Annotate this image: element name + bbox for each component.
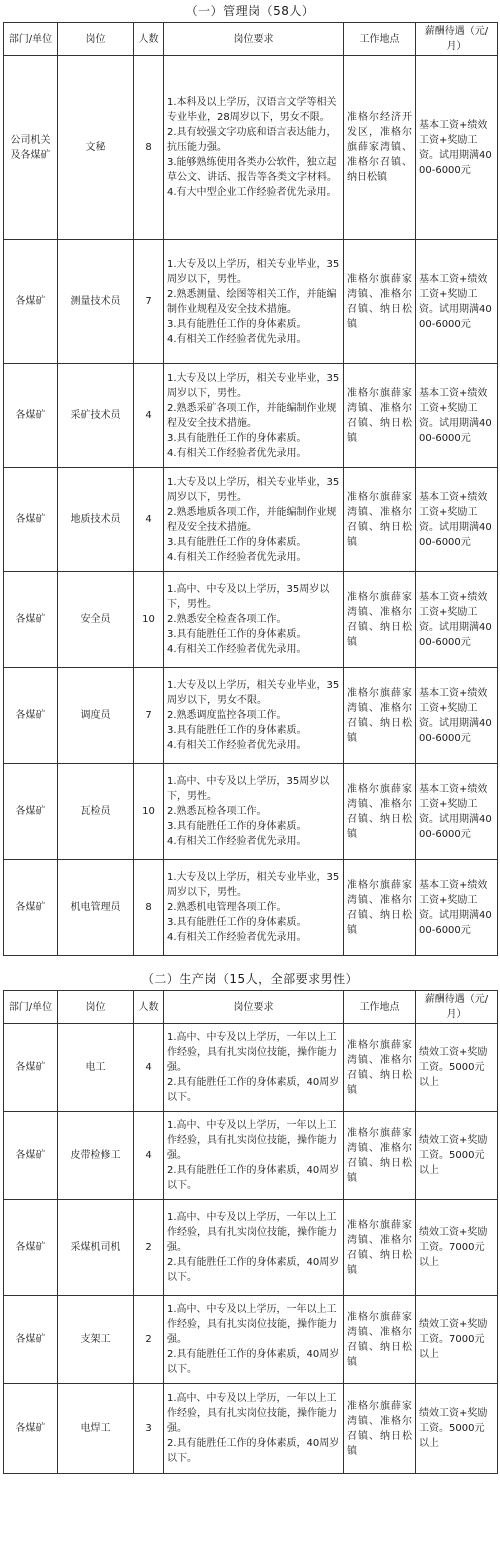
- requirement-line: 4.有相关工作经验者优先录用。: [167, 551, 307, 563]
- requirement-line: 1.大专及以上学历，相关专业毕业，35周岁以下，男性。: [167, 476, 340, 503]
- table-row: [4, 764, 498, 860]
- cell-salary: 基本工资+绩效工资+奖励工资。试用期满4000-6000元: [416, 364, 498, 468]
- requirement-line: 1.高中、中专及以上学历，一年以上工作经验，具有扎实岗位技能，操作能力强。: [167, 1032, 337, 1073]
- cell-requirements: [164, 1024, 344, 1112]
- cell-location: 准格尔旗薛家湾镇、准格尔召镇、纳日松镇: [344, 1384, 416, 1474]
- requirement-line: 4.有相关工作经验者优先录用。: [167, 333, 307, 345]
- requirement-line: 2.熟悉采矿各项工作，并能编制作业规程及安全技术措施。: [167, 402, 337, 429]
- cell-location: 准格尔旗薛家湾镇、准格尔召镇、纳日松镇: [344, 860, 416, 956]
- cell-count: 10: [134, 764, 164, 860]
- cell-salary: 基本工资+绩效工资+奖励工资。试用期满4000-6000元: [416, 860, 498, 956]
- requirement-line: 2.具有能胜任工作的身体素质，40周岁以下。: [167, 1257, 340, 1283]
- cell-dept: 各煤矿: [4, 668, 58, 764]
- requirement-line: 2.具有较强文字功底和语言表达能力，抗压能力强。: [167, 127, 337, 153]
- requirement-line: 2.熟悉瓦检各项工作。: [167, 806, 267, 817]
- cell-dept: 各煤矿: [4, 572, 58, 668]
- requirement-line: 4.有相关工作经验者优先录用。: [167, 932, 307, 943]
- cell-count: 4: [134, 364, 164, 468]
- header-salary: 薪酬待遇（元/月）: [416, 23, 498, 56]
- requirement-line: 2.熟悉机电管理各项工作。: [167, 902, 287, 913]
- requirement-line: 4.有相关工作经验者优先录用。: [167, 447, 307, 459]
- table-row: [4, 1024, 498, 1112]
- cell-location: 准格尔旗薛家湾镇、准格尔召镇、纳日松镇: [344, 764, 416, 860]
- cell-position: 采矿技术员: [58, 364, 134, 468]
- cell-position: 调度员: [58, 668, 134, 764]
- cell-location: 准格尔旗薛家湾镇、准格尔召镇、纳日松镇: [344, 1024, 416, 1112]
- table-header-row: [4, 23, 498, 56]
- cell-position: 支架工: [58, 1296, 134, 1384]
- requirement-line: 1.本科及以上学历，汉语言文学等相关专业毕业，28周岁以下，男女不限。: [167, 97, 337, 123]
- header-position: 岗位: [58, 23, 134, 56]
- production-rows: [4, 1024, 498, 1474]
- cell-requirements: [164, 1296, 344, 1384]
- cell-position: 文秘: [58, 56, 134, 240]
- cell-location: 准格尔旗薛家湾镇、准格尔召镇、纳日松镇: [344, 1200, 416, 1296]
- cell-requirements: [164, 668, 344, 764]
- table-row: [4, 56, 498, 240]
- cell-salary: 基本工资+绩效工资+奖励工资。试用期满4000-6000元: [416, 572, 498, 668]
- cell-count: 2: [134, 1296, 164, 1384]
- cell-requirements: [164, 1200, 344, 1296]
- cell-dept: 各煤矿: [4, 240, 58, 364]
- cell-dept: 各煤矿: [4, 860, 58, 956]
- cell-requirements: [164, 572, 344, 668]
- requirement-line: 4.有相关工作经验者优先录用。: [167, 644, 307, 655]
- header-dept: 部门/单位: [4, 23, 58, 56]
- header-position: 岗位: [58, 991, 134, 1024]
- requirement-line: 1.高中、中专及以上学历，一年以上工作经验，具有扎实岗位技能，操作能力强。: [167, 1212, 337, 1253]
- requirement-line: 4.有大中型企业工作经验者优先录用。: [167, 187, 337, 198]
- cell-salary: 绩效工资+奖励工资。7000元以上: [416, 1296, 498, 1384]
- cell-location: 准格尔旗薛家湾镇、准格尔召镇、纳日松镇: [344, 1296, 416, 1384]
- cell-count: 8: [134, 860, 164, 956]
- cell-salary: 绩效工资+奖励工资。5000元以上: [416, 1384, 498, 1474]
- cell-dept: 各煤矿: [4, 364, 58, 468]
- cell-location: 准格尔经济开发区，准格尔旗薛家湾镇、准格尔召镇、纳日松镇: [344, 56, 416, 240]
- cell-count: 4: [134, 1112, 164, 1200]
- management-rows: [4, 56, 498, 956]
- cell-requirements: [164, 56, 344, 240]
- header-requirements: 岗位要求: [164, 991, 344, 1024]
- header-salary: 薪酬待遇（元/月）: [416, 991, 498, 1024]
- requirement-line: 1.大专及以上学历，相关专业毕业，35周岁以下，男性。: [167, 372, 340, 399]
- section-title-management: （一）管理岗（58人）: [185, 4, 315, 18]
- requirement-line: 2.熟悉安全检查各项工作。: [167, 614, 287, 625]
- cell-salary: 基本工资+绩效工资+奖励工资。试用期满4000-6000元: [416, 56, 498, 240]
- requirement-line: 1.大专及以上学历，相关专业毕业，35周岁以下，男性。: [167, 872, 340, 898]
- cell-count: 8: [134, 56, 164, 240]
- cell-position: 电焊工: [58, 1384, 134, 1474]
- requirement-line: 3.具有能胜任工作的身体素质。: [167, 821, 307, 832]
- cell-location: 准格尔旗薛家湾镇、准格尔召镇、纳日松镇: [344, 468, 416, 572]
- cell-position: 地质技术员: [58, 468, 134, 572]
- cell-position: 安全员: [58, 572, 134, 668]
- requirement-line: 3.具有能胜任工作的身体素质。: [167, 917, 307, 928]
- production-positions-table: [3, 990, 498, 1474]
- cell-salary: 绩效工资+奖励工资。7000元以上: [416, 1200, 498, 1296]
- cell-dept: 各煤矿: [4, 1112, 58, 1200]
- requirement-line: 3.具有能胜任工作的身体素质。: [167, 536, 307, 548]
- cell-dept: 各煤矿: [4, 764, 58, 860]
- cell-location: 准格尔旗薛家湾镇、准格尔召镇、纳日松镇: [344, 240, 416, 364]
- cell-requirements: [164, 468, 344, 572]
- cell-requirements: [164, 1384, 344, 1474]
- header-requirements: 岗位要求: [164, 23, 344, 56]
- requirement-line: 3.具有能胜任工作的身体素质。: [167, 629, 307, 640]
- cell-dept: 公司机关及各煤矿: [4, 56, 58, 240]
- cell-dept: 各煤矿: [4, 1200, 58, 1296]
- management-positions-table: [3, 22, 498, 956]
- cell-dept: 各煤矿: [4, 1384, 58, 1474]
- cell-requirements: [164, 364, 344, 468]
- cell-position: 电工: [58, 1024, 134, 1112]
- table-row: [4, 668, 498, 764]
- table-row: [4, 1296, 498, 1384]
- cell-salary: 基本工资+绩效工资+奖励工资。试用期满4000-6000元: [416, 240, 498, 364]
- requirement-line: 3.具有能胜任工作的身体素质。: [167, 318, 307, 330]
- table-header-row: [4, 991, 498, 1024]
- requirement-line: 2.具有能胜任工作的身体素质，40周岁以下。: [167, 1438, 340, 1464]
- requirement-line: 1.高中、中专及以上学历，一年以上工作经验，具有扎实岗位技能，操作能力强。: [167, 1304, 337, 1345]
- table-row: [4, 860, 498, 956]
- requirement-line: 3.具有能胜任工作的身体素质。: [167, 432, 307, 444]
- header-count: 人数: [134, 23, 164, 56]
- cell-location: 准格尔旗薛家湾镇、准格尔召镇、纳日松镇: [344, 572, 416, 668]
- cell-count: 7: [134, 668, 164, 764]
- cell-count: 2: [134, 1200, 164, 1296]
- table-row: [4, 1112, 498, 1200]
- section-gap: [0, 956, 500, 968]
- requirement-line: 1.高中、中专及以上学历，35周岁以下，男性。: [167, 584, 330, 610]
- cell-requirements: [164, 764, 344, 860]
- cell-count: 3: [134, 1384, 164, 1474]
- requirement-line: 1.大专及以上学历，相关专业毕业，35周岁以下，男女不限。: [167, 680, 340, 706]
- cell-location: 准格尔旗薛家湾镇、准格尔召镇、纳日松镇: [344, 364, 416, 468]
- requirement-line: 2.熟悉测量、绘图等相关工作，并能编制作业规程及安全技术措施。: [167, 288, 337, 315]
- cell-dept: 各煤矿: [4, 468, 58, 572]
- header-dept: 部门/单位: [4, 991, 58, 1024]
- requirement-line: 4.有相关工作经验者优先录用。: [167, 740, 307, 751]
- requirement-line: 3.具有能胜任工作的身体素质。: [167, 725, 307, 736]
- cell-position: 测量技术员: [58, 240, 134, 364]
- cell-position: 瓦检员: [58, 764, 134, 860]
- requirement-line: 1.高中、中专及以上学历，一年以上工作经验，具有扎实岗位技能，操作能力强。: [167, 1120, 337, 1161]
- cell-count: 4: [134, 468, 164, 572]
- header-location: 工作地点: [344, 991, 416, 1024]
- table-row: [4, 240, 498, 364]
- cell-position: 皮带检修工: [58, 1112, 134, 1200]
- requirement-line: 2.具有能胜任工作的身体素质，40周岁以下。: [167, 1165, 340, 1191]
- cell-position: 采煤机司机: [58, 1200, 134, 1296]
- cell-salary: 基本工资+绩效工资+奖励工资。试用期满4000-6000元: [416, 468, 498, 572]
- cell-count: 10: [134, 572, 164, 668]
- section-title-production: （二）生产岗（15人，全部要求男性）: [141, 972, 359, 986]
- requirement-line: 2.熟悉调度监控各项工作。: [167, 710, 287, 721]
- cell-location: 准格尔旗薛家湾镇、准格尔召镇、纳日松镇: [344, 668, 416, 764]
- requirement-line: 1.大专及以上学历，相关专业毕业，35周岁以下，男性。: [167, 258, 340, 285]
- cell-count: 7: [134, 240, 164, 364]
- requirement-line: 3.能够熟练使用各类办公软件，独立起草公文、讲话、报告等各类文字材料。: [167, 157, 337, 183]
- header-location: 工作地点: [344, 23, 416, 56]
- requirement-line: 4.有相关工作经验者优先录用。: [167, 836, 307, 847]
- table-row: [4, 1384, 498, 1474]
- table-row: [4, 1200, 498, 1296]
- cell-dept: 各煤矿: [4, 1024, 58, 1112]
- requirement-line: 2.具有能胜任工作的身体素质，40周岁以下。: [167, 1349, 340, 1375]
- cell-requirements: [164, 1112, 344, 1200]
- cell-salary: 基本工资+绩效工资+奖励工资。试用期满4000-6000元: [416, 764, 498, 860]
- cell-requirements: [164, 240, 344, 364]
- cell-salary: 基本工资+绩效工资+奖励工资。试用期满4000-6000元: [416, 668, 498, 764]
- requirement-line: 2.熟悉地质各项工作，并能编制作业规程及安全技术措施。: [167, 506, 337, 533]
- table-row: [4, 468, 498, 572]
- requirement-line: 2.具有能胜任工作的身体素质，40周岁以下。: [167, 1077, 340, 1103]
- cell-requirements: [164, 860, 344, 956]
- cell-count: 4: [134, 1024, 164, 1112]
- table-row: [4, 364, 498, 468]
- cell-location: 准格尔旗薛家湾镇、准格尔召镇、纳日松镇: [344, 1112, 416, 1200]
- requirement-line: 1.高中、中专及以上学历，一年以上工作经验，具有扎实岗位技能，操作能力强。: [167, 1393, 337, 1434]
- cell-dept: 各煤矿: [4, 1296, 58, 1384]
- cell-salary: 绩效工资+奖励工资。5000元以上: [416, 1112, 498, 1200]
- table-row: [4, 572, 498, 668]
- cell-position: 机电管理员: [58, 860, 134, 956]
- header-count: 人数: [134, 991, 164, 1024]
- requirement-line: 1.高中、中专及以上学历，35周岁以下，男性。: [167, 776, 330, 802]
- cell-salary: 绩效工资+奖励工资。5000元以上: [416, 1024, 498, 1112]
